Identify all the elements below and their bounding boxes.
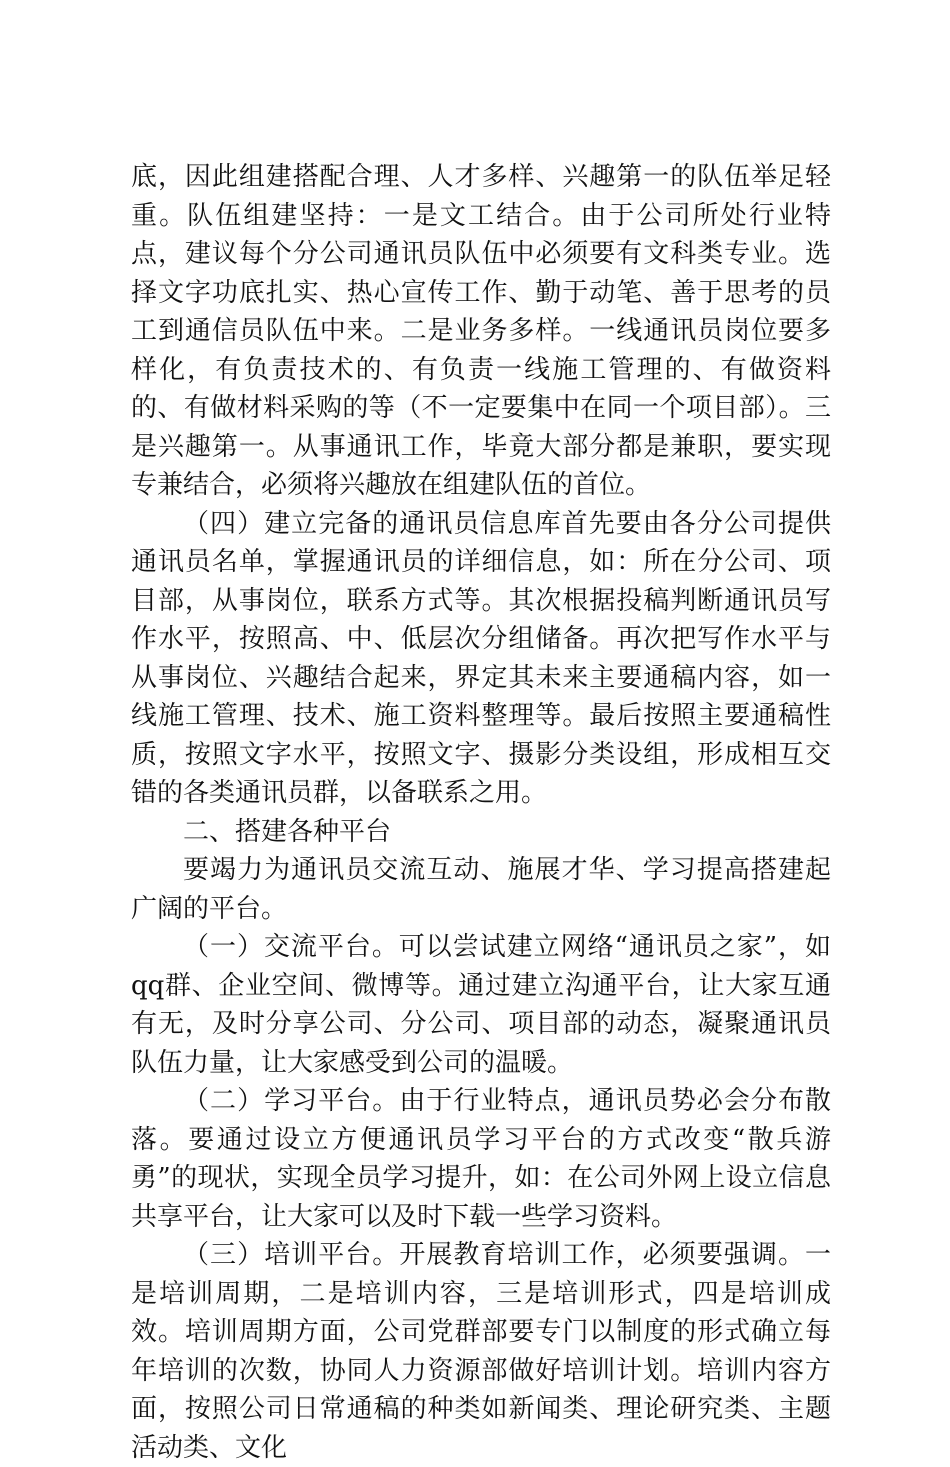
paragraph-training-platform: （三）培训平台。开展教育培训工作，必须要强调。一是培训周期，二是培训内容，三是培训形式，四是培训成效。培训周期方面，公司党群部要专门以制度的形式确立每年培训的次数，协同人力资源部做好培训计划。培训内容方面，按照公司日常通稿的种类如新闻类、理论研究类、主题活动类、文化 (131, 1240, 831, 1463)
section-heading-platforms: 二、搭建各种平台 (183, 816, 392, 847)
paragraph-info-database: （四）建立完备的通讯员信息库首先要由各分公司提供通讯员名单，掌握通讯员的详细信息，如：所在分公司、项目部，从事岗位，联系方式等。其次根据投稿判断通讯员写作水平，按照高、中、低层次分组储备。再次把写作水平与从事岗位、兴趣结合起来，界定其未来主要通稿内容，如一线施工管理、技术、施工资料整理等。最后按照主要通稿性质，按照文字水平，按照文字、摄影分类设组，形成相互交错的各类通讯员群，以备联系之用。 (131, 508, 831, 808)
paragraph-team-building: 底，因此组建搭配合理、人才多样、兴趣第一的队伍举足轻重。队伍组建坚持：一是文工结合。由于公司所处行业特点，建议每个分公司通讯员队伍中必须要有文科类专业。选择文字功底扎实、热心宣传工作、勤于动笔、善于思考的员工到通信员队伍中来。二是业务多样。一线通讯员岗位要多样化，有负责技术的、有负责一线施工管理的、有做资料的、有做材料采购的等（不一定要集中在同一个项目部）。三是兴趣第一。从事通讯工作，毕竟大部分都是兼职，要实现专兼结合，必须将兴趣放在组建队伍的首位。 (131, 162, 831, 500)
paragraph-platform-intro: 要竭力为通讯员交流互动、施展才华、学习提高搭建起广阔的平台。 (131, 855, 831, 924)
paragraph-exchange-platform: （一）交流平台。可以尝试建立网络“通讯员之家”，如qq群、企业空间、微博等。通过建立沟通平台，让大家互通有无，及时分享公司、分公司、项目部的动态，凝聚通讯员队伍力量，让大家感受到公司的温暖。 (131, 932, 831, 1078)
document-body (131, 158, 831, 1467)
paragraph-learning-platform: （二）学习平台。由于行业特点，通讯员势必会分布散落。要通过设立方便通讯员学习平台的方式改变“散兵游勇”的现状，实现全员学习提升，如：在公司外网上设立信息共享平台，让大家可以及时下载一些学习资料。 (131, 1086, 831, 1232)
